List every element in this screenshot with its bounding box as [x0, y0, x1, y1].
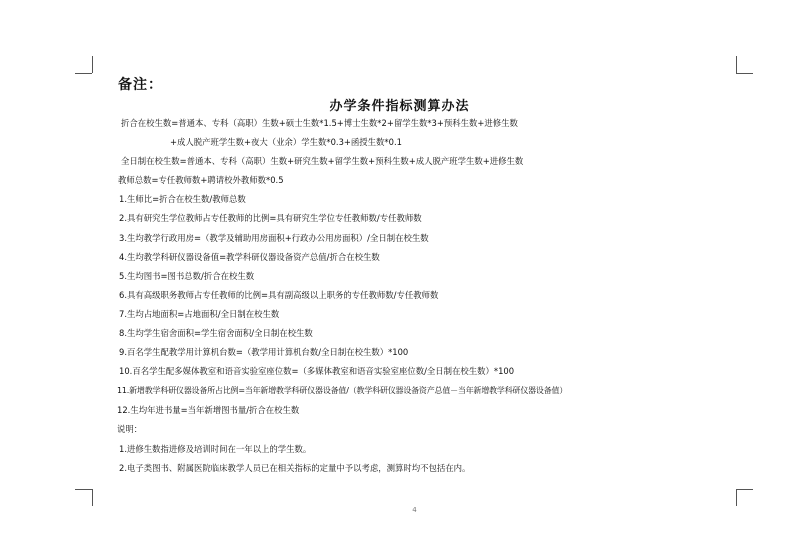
list-item: 11.新增教学科研仪器设备所占比例=当年新增教学科研仪器设备值/（教学科研仪器设备资产总值－当年新增教学科研仪器设备值）: [117, 386, 568, 395]
formula-line: 全日制在校生数=普通本、专科（高职）生数+研究生数+留学生数+预科生数+成人脱产班学生数+进修生数: [121, 156, 524, 166]
list-item: 2.具有研究生学位教师占专任教师的比例=具有研究生学位专任教师数/专任教师数: [119, 213, 422, 223]
list-item: 5.生均图书=图书总数/折合在校生数: [119, 271, 255, 281]
explanation-item: 2.电子类图书、附属医院临床教学人员已在相关指标的定量中予以考虑，测算时均不包括在内。: [119, 463, 471, 473]
list-item: 6.具有高级职务教师占专任教师的比例=具有副高级以上职务的专任教师数/专任教师数: [119, 290, 439, 300]
formula-line: +成人脱产班学生数+夜大（业余）学生数*0.3+函授生数*0.1: [170, 137, 402, 147]
formula-line: 折合在校生数=普通本、专科（高职）生数+硕士生数*1.5+博士生数*2+留学生数*3+预科生数+进修生数: [121, 118, 518, 128]
list-item: 12.生均年进书量=当年新增图书量/折合在校生数: [117, 405, 300, 415]
explanation-label: 说明：: [117, 424, 143, 434]
list-item: 8.生均学生宿舍面积=学生宿舍面积/全日制在校生数: [119, 328, 313, 338]
list-item: 1.生师比=折合在校生数/教师总数: [119, 194, 246, 204]
explanation-item: 1.进修生数指进修及培训时间在一年以上的学生数。: [119, 444, 312, 454]
list-item: 10.百名学生配多媒体教室和语音实验室座位数=（多媒体教室和语音实验室座位数/全日制在校生数）*100: [119, 366, 515, 376]
list-item: 7.生均占地面积=占地面积/全日制在校生数: [119, 309, 280, 319]
list-item: 9.百名学生配教学用计算机台数=（教学用计算机台数/全日制在校生数）*100: [119, 347, 409, 357]
page-title: 办学条件指标测算办法: [329, 99, 470, 114]
list-item: 4.生均教学科研仪器设备值=教学科研仪器设备资产总值/折合在校生数: [119, 252, 380, 262]
page-number: 4: [412, 506, 417, 514]
list-item: 3.生均教学行政用房=（教学及辅助用房面积+行政办公用房面积）/全日制在校生数: [119, 233, 429, 243]
note-label: 备注：: [118, 77, 163, 93]
formula-line: 教师总数=专任教师数+聘请校外教师数*0.5: [118, 175, 284, 185]
